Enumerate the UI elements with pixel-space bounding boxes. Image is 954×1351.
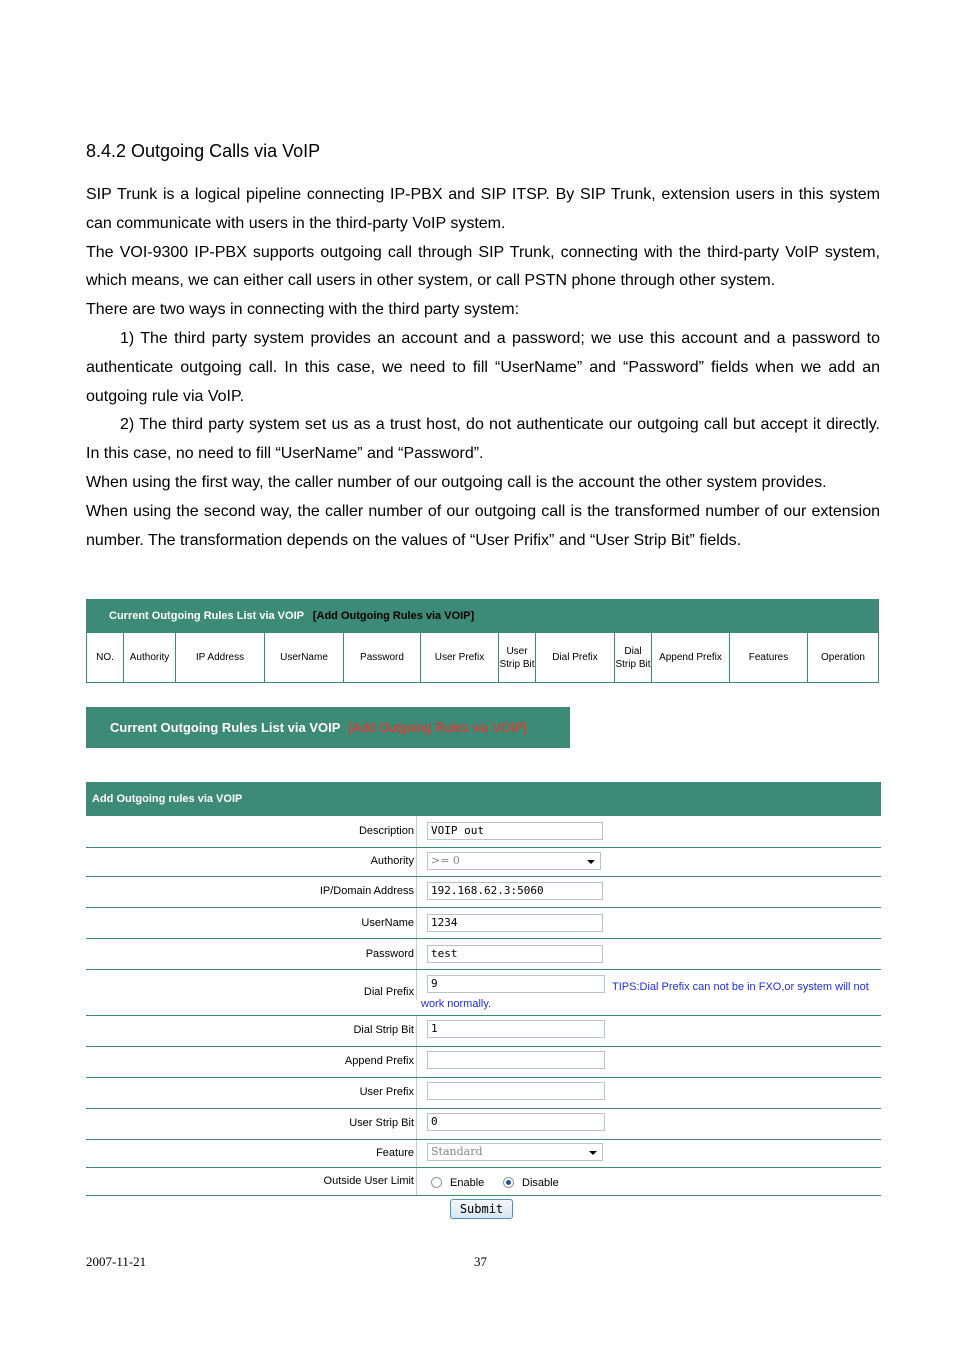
column-header-dial-prefix: Dial Prefix [536, 633, 615, 682]
banner-add-rule-link[interactable]: [Add Outgoing Rules via VOIP] [348, 720, 527, 735]
add-outgoing-rule-link[interactable]: [Add Outgoing Rules via VOIP] [312, 610, 475, 622]
footer-page-number: 37 [474, 1254, 487, 1269]
rules-list-banner [86, 707, 570, 748]
user-strip-bit-input[interactable]: 0 [427, 1113, 605, 1131]
dial-prefix-tips-continued: work normally. [421, 998, 492, 1010]
chevron-down-icon [589, 1151, 597, 1155]
rules-table [87, 633, 878, 682]
form-row-description [86, 816, 881, 848]
form-row-append-prefix [86, 1047, 881, 1078]
rules-list-panel [86, 599, 879, 683]
form-row-dial-prefix [86, 970, 881, 1016]
authority-select[interactable] [427, 852, 601, 870]
username-label: UserName [361, 917, 414, 929]
dial-prefix-input[interactable]: 9 [427, 975, 605, 993]
form-row-dial-strip-bit [86, 1016, 881, 1047]
user-prefix-input[interactable] [427, 1082, 605, 1100]
rules-panel-header [87, 600, 878, 633]
submit-button[interactable]: Submit [450, 1199, 513, 1219]
paragraph: SIP Trunk is a logical pipeline connecting IP-PBX and SIP ITSP. By SIP Trunk, extension users in this system can communicate with users in the third-party VoIP system. [86, 186, 880, 232]
outside-user-limit-label: Outside User Limit [323, 1175, 414, 1187]
column-header-username: UserName [265, 633, 344, 682]
password-input[interactable]: test [427, 945, 603, 963]
authority-selected-value: >= 0 [431, 854, 460, 867]
dial-prefix-tips: TIPS:Dial Prefix can not be in FXO,or system will not [612, 981, 869, 993]
form-row-authority [86, 848, 881, 877]
table-header-row [87, 633, 878, 682]
form-row-feature [86, 1140, 881, 1168]
feature-selected-value: Standard [431, 1145, 483, 1158]
footer-date: 2007-11-21 [86, 1254, 147, 1269]
append-prefix-label: Append Prefix [344, 1055, 414, 1067]
form-row-user-prefix [86, 1078, 881, 1109]
feature-label: Feature [376, 1147, 414, 1159]
column-header-no: NO. [87, 633, 124, 682]
form-row-password [86, 939, 881, 970]
add-outgoing-rule-form [86, 782, 881, 1196]
paragraph: The VOI-9300 IP-PBX supports outgoing call through SIP Trunk, connecting with the third-party VoIP system, which means, we can either call users in other system, or call PSTN phone through other system. [86, 243, 880, 290]
column-header-dial-strip-bit: Dial Strip Bit [615, 633, 652, 682]
column-header-user-strip-bit: User Strip Bit [499, 633, 536, 682]
section-title: 8.4.2 Outgoing Calls via VoIP [86, 141, 321, 161]
column-header-authority: Authority [124, 633, 176, 682]
form-row-username [86, 908, 881, 939]
column-header-user-prefix: User Prefix [421, 633, 499, 682]
column-header-features: Features [730, 633, 808, 682]
column-header-password: Password [344, 633, 421, 682]
dial-strip-bit-input[interactable]: 1 [427, 1020, 605, 1038]
form-row-ip-domain [86, 877, 881, 908]
enable-radio-label: Enable [450, 1177, 485, 1189]
dial-strip-bit-label: Dial Strip Bit [353, 1024, 414, 1036]
disable-radio-label: Disable [522, 1177, 559, 1189]
append-prefix-input[interactable] [427, 1051, 605, 1069]
paragraph: There are two ways in connecting with the third party system: [86, 301, 520, 319]
ip-domain-label: IP/Domain Address [319, 885, 414, 897]
column-header-append-prefix: Append Prefix [652, 633, 730, 682]
authority-label: Authority [370, 855, 414, 867]
description-input[interactable]: VOIP out [427, 822, 603, 840]
paragraph: When using the first way, the caller number of our outgoing call is the account the other system provides. [86, 473, 827, 491]
chevron-down-icon [587, 860, 595, 864]
dial-prefix-label: Dial Prefix [363, 986, 414, 998]
form-row-outside-user-limit [86, 1168, 881, 1196]
column-header-operation: Operation [821, 652, 865, 663]
disable-radio[interactable] [503, 1177, 514, 1188]
column-header-ip-address: IP Address [176, 633, 265, 682]
user-strip-bit-label: User Strip Bit [349, 1117, 414, 1129]
form-header: Add Outgoing rules via VOIP [86, 782, 881, 816]
banner-title: Current Outgoing Rules List via VOIP [110, 720, 341, 735]
feature-select[interactable] [427, 1143, 603, 1161]
password-label: Password [365, 948, 414, 960]
body-text [86, 181, 880, 555]
paragraph: When using the second way, the caller number of our outgoing call is the transformed number of our extension number. The transformation depends on the values of “User Prifix” and “User Strip Bit” fields. [86, 502, 880, 549]
user-prefix-label: User Prefix [359, 1086, 414, 1098]
ip-domain-input[interactable]: 192.168.62.3:5060 [427, 882, 603, 900]
paragraph: 1) The third party system provides an account and a password; we use this account and a password to authenticate outgoing call. In this case, we need to fill “UserName” and “Password” fields when we add an outgoing rule via VoIP. [86, 329, 880, 405]
username-input[interactable]: 1234 [427, 914, 603, 932]
form-row-user-strip-bit [86, 1109, 881, 1140]
enable-radio[interactable] [431, 1177, 442, 1188]
description-label: Description [358, 825, 414, 837]
paragraph: 2) The third party system set us as a trust host, do not authenticate our outgoing call but accept it directly. In this case, no need to fill “UserName” and “Password”. [86, 416, 880, 463]
rules-panel-title: Current Outgoing Rules List via VOIP [109, 610, 304, 622]
